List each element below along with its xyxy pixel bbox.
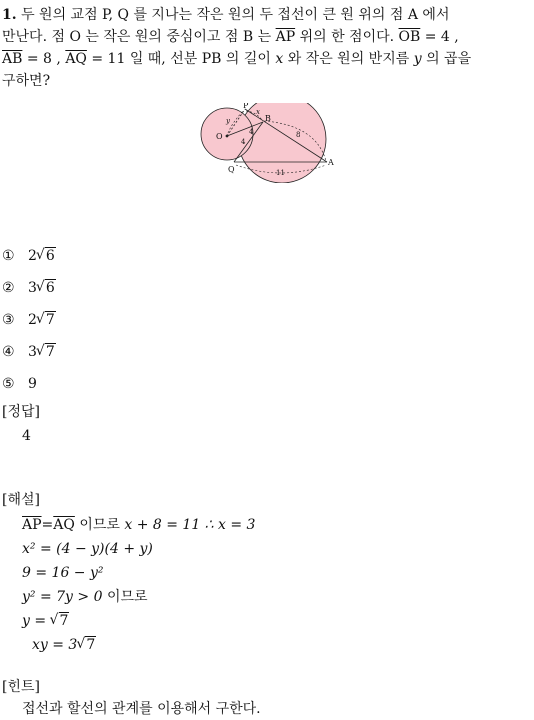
- hint-header: [힌트]: [2, 679, 40, 695]
- solution-line-2: x² = (4 − y)(4 + y): [22, 541, 153, 557]
- choice-2[interactable]: [2, 272, 56, 304]
- segment-ap: $\overline{AP}$: [22, 517, 42, 533]
- sqrt-symbol: [51, 609, 70, 633]
- choice-coef: 2: [28, 248, 37, 264]
- small-circle: [201, 108, 253, 160]
- label-o: O: [216, 132, 223, 141]
- equals-sign: =: [41, 517, 54, 533]
- radicand: 7: [45, 344, 55, 360]
- problem-text-3d: 의 곱을: [426, 51, 472, 67]
- label-p: P: [243, 103, 249, 110]
- solution-line-5: [2, 609, 255, 633]
- solution-text: 이므로: [79, 517, 120, 533]
- choice-5[interactable]: [2, 368, 56, 400]
- answer-value: 4: [22, 428, 31, 444]
- hint-text: 접선과 할선의 관계를 이용해서 구한다.: [22, 701, 261, 717]
- segment-ap: $\overline{AP}$: [275, 29, 296, 45]
- choice-1[interactable]: [2, 240, 56, 272]
- var-x: x: [275, 51, 284, 67]
- problem-text-4: 구하면?: [2, 73, 51, 89]
- choice-number: ④: [2, 344, 15, 360]
- label-4b: 4: [241, 138, 246, 146]
- choice-number: ⑤: [2, 376, 15, 392]
- radicand: 6: [45, 248, 55, 264]
- radicand: 6: [45, 280, 55, 296]
- solution-math: y² = 7y > 0: [22, 589, 103, 605]
- segment-aq: $\overline{AQ}$: [53, 517, 75, 533]
- eq-ab: = 8 ,: [26, 51, 61, 67]
- problem-text-3c: 와 작은 원의 반지름: [287, 51, 410, 67]
- problem-text-3b: 일 때, 선분 PB 의 길이: [129, 51, 271, 67]
- label-4: 4: [249, 128, 254, 136]
- answer-header: [정답]: [2, 404, 40, 420]
- problem-line-1: [2, 4, 530, 26]
- eq-aq: = 11: [91, 51, 126, 67]
- radicand: 7: [86, 637, 96, 653]
- sqrt-symbol: [37, 248, 56, 264]
- label-8: 8: [296, 131, 301, 139]
- point-o: [226, 135, 229, 138]
- problem-text-2a: 만난다. 점 O 는 작은 원의 중심이고 점 B 는: [2, 29, 272, 45]
- label-x: x: [256, 108, 260, 116]
- radicand: 7: [45, 312, 55, 328]
- choice-coef: 3: [28, 344, 37, 360]
- problem-text-1: 두 원의 교점 P, Q 를 지나는 작은 원의 두 접선이 큰 원 위의 점 A 에서: [21, 7, 450, 23]
- choice-number: ③: [2, 312, 15, 328]
- solution-line-4: [2, 585, 255, 609]
- sqrt-symbol: [77, 633, 96, 657]
- solution-text: 이므로: [106, 589, 148, 605]
- solution-math: xy = 3: [32, 637, 78, 653]
- choice-4[interactable]: [2, 336, 56, 368]
- sqrt-symbol: [37, 312, 56, 328]
- var-y: y: [413, 51, 422, 67]
- problem-line-2: [2, 26, 530, 48]
- choice-coef: 3: [28, 280, 37, 296]
- problem-text: [2, 4, 530, 92]
- choice-coef: 2: [28, 312, 37, 328]
- segment-aq: $\overline{AQ}$: [65, 51, 87, 67]
- label-y: y: [226, 117, 230, 125]
- solution-line-3: 9 = 16 − y²: [22, 565, 104, 581]
- solution-header: [해설]: [2, 492, 40, 508]
- problem-line-4: [2, 70, 530, 92]
- sqrt-symbol: [37, 280, 56, 296]
- solution-math: y =: [22, 613, 51, 629]
- label-a: A: [328, 158, 334, 167]
- radicand: 7: [59, 613, 69, 629]
- segment-ab: $\overline{AB}$: [2, 51, 23, 67]
- solution-line-1: [2, 513, 255, 537]
- label-b: B: [265, 114, 271, 123]
- choice-number: ①: [2, 248, 15, 264]
- eq-ob: = 4 ,: [424, 29, 459, 45]
- geometry-diagram: [196, 103, 336, 183]
- label-11: 11: [276, 169, 285, 177]
- answer-section: [2, 400, 40, 448]
- sqrt-symbol: [37, 344, 56, 360]
- label-q: Q: [228, 165, 235, 174]
- hint-section: [2, 676, 261, 720]
- segment-ob: $\overline{OB}$: [398, 29, 421, 45]
- choice-coef: 9: [28, 376, 37, 392]
- choices: [2, 240, 56, 400]
- solution-math: x + 8 = 11 ∴ x = 3: [124, 517, 256, 533]
- problem-text-2b: 위의 한 점이다.: [299, 29, 395, 45]
- solution-line-6: [2, 633, 255, 657]
- problem-number: 1.: [2, 7, 17, 23]
- solution-section: [2, 487, 255, 657]
- problem-line-3: [2, 48, 530, 70]
- choice-number: ②: [2, 280, 15, 296]
- choice-3[interactable]: [2, 304, 56, 336]
